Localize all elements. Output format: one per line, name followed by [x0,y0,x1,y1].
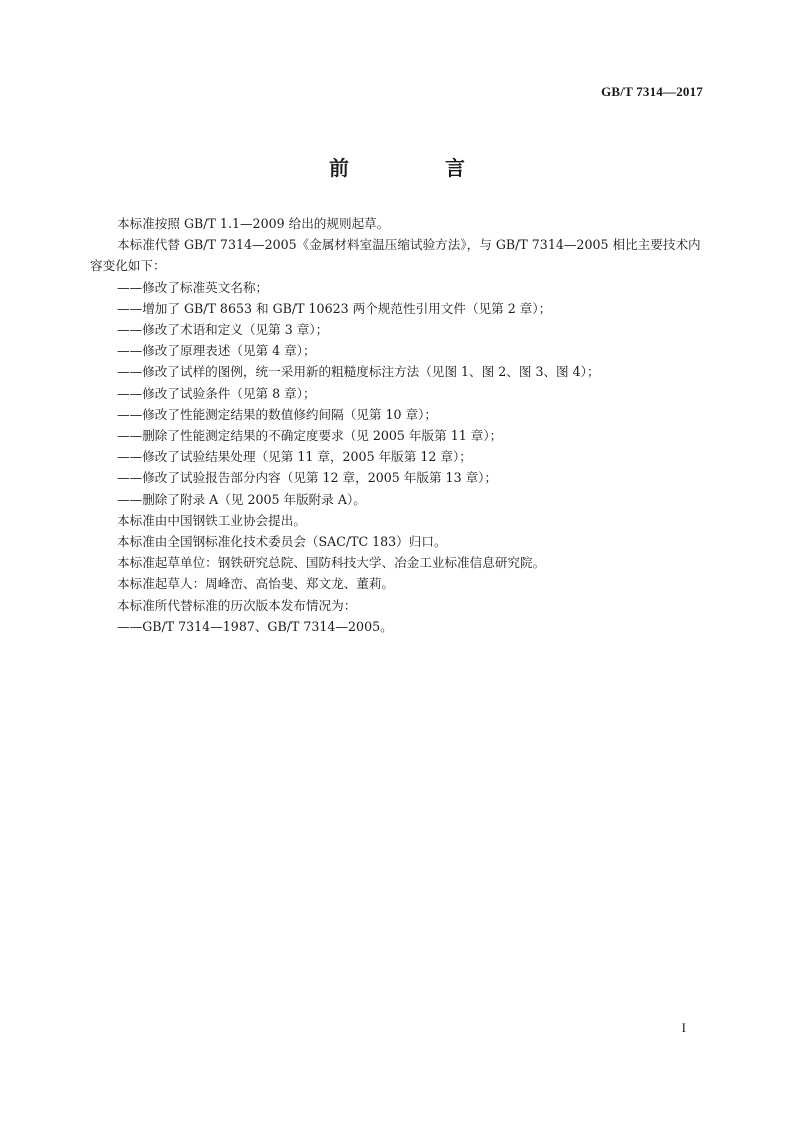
change-item-5: ——修改了试样的图例，统一采用新的粗糙度标注方法（见图 1、图 2、图 3、图 4）； [117,364,600,380]
change-item-3: ——修改了术语和定义（见第 3 章）； [117,322,329,338]
change-item-10: ——修改了试验报告部分内容（见第 12 章，2005 年版第 13 章）； [117,470,498,486]
intro-paragraph-2: 本标准代替 GB/T 7314—2005《金属材料室温压缩试验方法》，与 GB/T 7314—2005 相比主要技术内容变化如下： [90,237,701,274]
drafters-paragraph: 本标准起草人：周峰峦、高怡斐、郑文龙、董莉。 [117,576,395,592]
change-item-9: ——修改了试验结果处理（见第 11 章，2005 年版第 12 章）； [117,449,472,465]
change-item-2: ——增加了 GB/T 8653 和 GB/T 10623 两个规范性引用文件（见第 2 章）； [117,300,552,316]
page-title: 前 言 [329,156,503,180]
standard-code: GB/T 7314—2017 [601,84,703,99]
change-item-8: ——删除了性能测定结果的不确定度要求（见 2005 年版第 11 章）； [117,428,503,444]
page-number: I [681,1020,686,1035]
change-item-11: ——删除了附录 A（见 2005 年版附录 A）。 [117,491,366,507]
change-item-6: ——修改了试验条件（见第 8 章）； [117,385,316,401]
intro-paragraph-1: 本标准按照 GB/T 1.1—2009 给出的规则起草。 [117,216,390,231]
change-item-4: ——修改了原理表述（见第 4 章）； [117,343,316,359]
history-intro-paragraph: 本标准所代替标准的历次版本发布情况为： [117,597,357,613]
history-item: ——GB/T 7314—1987、GB/T 7314—2005。 [117,618,393,634]
committee-paragraph: 本标准由全国钢标准化技术委员会（SAC/TC 183）归口。 [117,534,447,550]
proposer-paragraph: 本标准由中国钢铁工业协会提出。 [117,512,306,528]
drafting-units-paragraph: 本标准起草单位：钢铁研究总院、国防科技大学、冶金工业标准信息研究院。 [117,555,546,571]
change-item-7: ——修改了性能测定结果的数值修约间隔（见第 10 章）； [117,406,437,422]
change-item-1: ——修改了标准英文名称； [117,279,269,295]
foreword-body [90,213,706,637]
